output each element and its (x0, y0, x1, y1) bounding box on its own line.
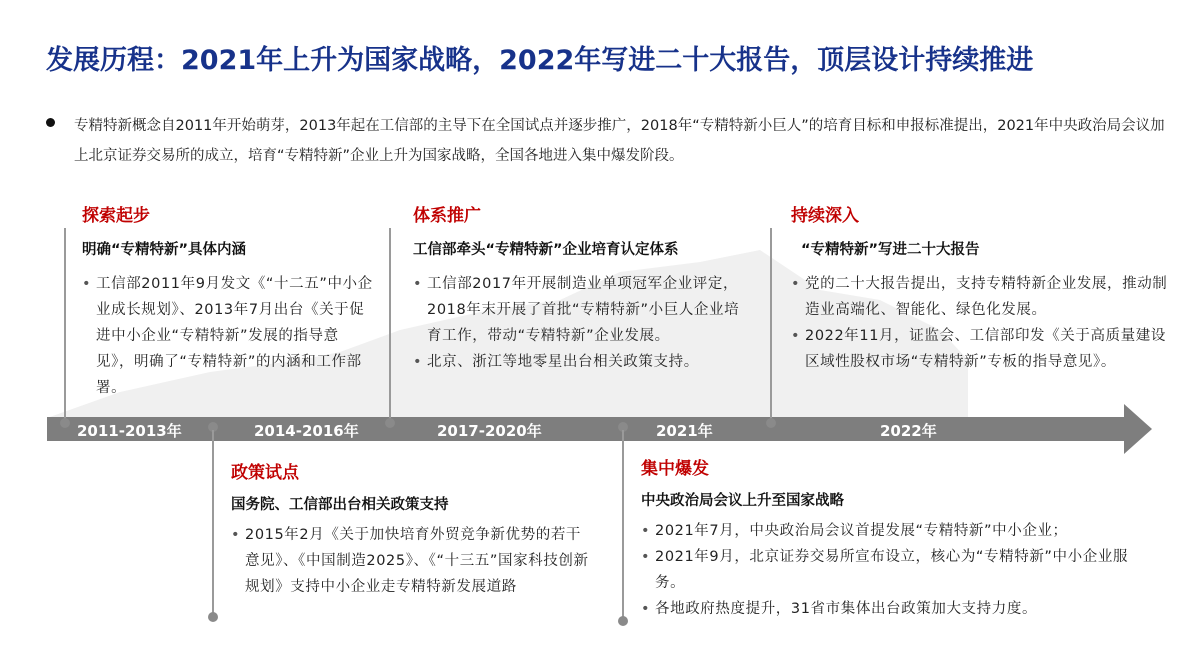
year-label: 2017-2020年 (437, 422, 542, 440)
list-item: • 2022年11月，证监会、工信部印发《关于高质量建设区域性股权市场“专精特新”专板的指导意见》。 (791, 323, 1169, 375)
list-item: • 各地政府热度提升，31省市集体出台政策加大支持力度。 (641, 596, 1151, 622)
phase-deepen (791, 201, 1171, 375)
connector-line (64, 228, 66, 423)
phase-name: 政策试点 (231, 463, 299, 483)
connector-line (770, 228, 772, 423)
year-label: 2022年 (880, 422, 937, 440)
year-label: 2021年 (656, 422, 713, 440)
phase-subtitle: 中央政治局会议上升至国家战略 (641, 493, 844, 509)
phase-bullets (413, 271, 753, 375)
phase-subtitle: “专精特新”写进二十大报告 (801, 242, 980, 258)
list-item: • 2015年2月《关于加快培育外贸竞争新优势的若干意见》、《中国制造2025》、《“十三五”国家科技创新规划》支持中小企业走专精特新发展道路 (231, 522, 591, 600)
timeline-arrow-icon (1124, 404, 1152, 454)
year-label: 2014-2016年 (254, 422, 359, 440)
phase-burst (641, 454, 1161, 622)
list-item: • 工信部2017年开展制造业单项冠军企业评定，2018年末开展了首批“专精特新”小巨人企业培育工作，带动“专精特新”企业发展。 (413, 271, 753, 349)
phase-name: 探索起步 (82, 206, 150, 226)
phase-subtitle: 工信部牵头“专精特新”企业培育认定体系 (413, 242, 679, 258)
timeline-node-icon (385, 418, 395, 428)
phase-explore (82, 201, 382, 401)
phase-bullets (791, 271, 1169, 375)
connector-line (389, 228, 391, 423)
phase-promotion (413, 201, 758, 375)
phase-subtitle: 国务院、工信部出台相关政策支持 (231, 497, 449, 513)
list-item: • 北京、浙江等地零星出台相关政策支持。 (413, 349, 753, 375)
page-title: 发展历程：2021年上升为国家战略，2022年写进二十大报告，顶层设计持续推进 (46, 45, 1034, 76)
phase-bullets (231, 522, 591, 600)
timeline-node-icon (208, 612, 218, 622)
intro-text: 专精特新概念自2011年开始萌芽，2013年起在工信部的主导下在全国试点并逐步推广，2018年“专精特新小巨人”的培育目标和申报标准提出，2021年中央政治局会议加上北京证券交易所的成立，培育“专精特新”企业上升为国家战略，全国各地进入集中爆发阶段。 (74, 118, 1165, 164)
phase-pilot (231, 458, 611, 600)
phase-name: 持续深入 (791, 206, 859, 226)
timeline-node-icon (766, 418, 776, 428)
list-item: • 党的二十大报告提出，支持专精特新企业发展，推动制造业高端化、智能化、绿色化发展。 (791, 271, 1169, 323)
phase-name: 体系推广 (413, 206, 481, 226)
year-label: 2011-2013年 (77, 422, 182, 440)
timeline-node-icon (618, 616, 628, 626)
connector-line (622, 430, 624, 620)
timeline-node-icon (60, 418, 70, 428)
connector-line (212, 430, 214, 616)
phase-name: 集中爆发 (641, 459, 709, 479)
phase-bullets (82, 271, 374, 401)
phase-subtitle: 明确“专精特新”具体内涵 (82, 242, 247, 258)
list-item: • 2021年7月，中央政治局会议首提发展“专精特新”中小企业； (641, 518, 1151, 544)
phase-bullets (641, 518, 1151, 622)
list-item: • 2021年9月，北京证券交易所宣布设立，核心为“专精特新”中小企业服务。 (641, 544, 1151, 596)
list-item: • 工信部2011年9月发文《“十二五”中小企业成长规划》、2013年7月出台《关于促进中小企业“专精特新”发展的指导意见》，明确了“专精特新”的内涵和工作部署。 (82, 271, 374, 401)
